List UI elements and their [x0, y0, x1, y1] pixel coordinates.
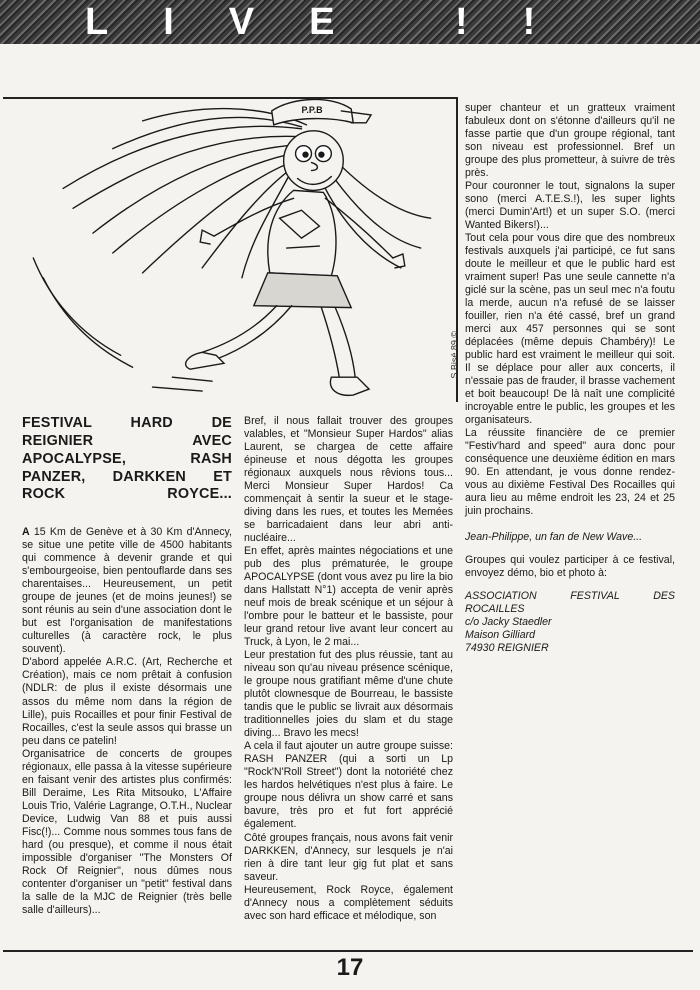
- article-column-1: [22, 415, 232, 917]
- address-line: Maison Gilliard: [465, 628, 536, 641]
- paragraph: Leur prestation fut des plus réussie, tant au niveau son qu'au niveau présence scénique, le groupe nous gratifiant même d'une chute plutôt clownesque de Bourreau, le bassiste tandis que le public se livrait aux désormais traditionnelles joies du slam et du stage diving... Bravo les mecs!: [244, 649, 453, 740]
- header-banner: [0, 0, 700, 44]
- address-line: ROCAILLES: [465, 602, 525, 615]
- drop-letter: A: [22, 526, 30, 539]
- section-title: LIVE !!: [85, 0, 591, 43]
- article-headline: FESTIVAL HARD DE REIGNIER AVEC APOCALYPSE, RASH PANZER, DARKKEN ET ROCK ROYCE...: [22, 415, 232, 503]
- artist-signature: S.Bisé 89 ©: [450, 331, 460, 379]
- cartoon-illustration: [3, 97, 458, 402]
- paragraph: [22, 526, 232, 656]
- cartoon-rocker-drawing: [3, 99, 456, 402]
- paragraph: Pour couronner le tout, signalons la super sono (merci A.T.E.S.!), les super lights (merci Dumin'Art!) et un super S.O. (merci Wanted Bikers!)...: [465, 180, 675, 232]
- paragraph-text: 15 Km de Genève et à 30 Km d'Annecy, se situe une petite ville de 4500 habitants qui commence à devenir grande et qui s'embourgeoise, bien pentouflarde dans ses charentaises... Heureusement, un petit groupe de jeunes (et de moins jeunes!) se sont réunis au sein d'une association dont le but est l'organisation de manifestations culturelles (à caractère rock, le plus souvent).: [22, 526, 232, 656]
- cap-lettering: P.P.B: [301, 104, 323, 115]
- page-number: 17: [336, 954, 364, 981]
- address-line: ASSOCIATION FESTIVAL DES: [465, 589, 675, 602]
- call-for-bands: Groupes qui voulez participer à ce festival, envoyez démo, bio et photo à:: [465, 553, 675, 579]
- paragraph: En effet, après maintes négociations et une pub des plus prématurée, le groupe APOCALYPSE (dont vous avez pu lire la bio dans Hallstatt N°1) accepta de venir après neuf mois de break scénique et un séjour à l'ombre pour le batteur et le bassiste, pour leur grand retour live avant leur concert au Truck, à Lyon, le 2 mai...: [244, 545, 453, 649]
- address-line: 74930 REIGNIER: [465, 641, 549, 654]
- paragraph: La réussite financière de ce premier "Festiv'hard and speed" aura donc pour conséquence une deuxième édition en mars 90. En attendant, je vous donne rendez-vous au dixième Festival Des Rocailles qui aura lieu au même endroit les 23, 24 et 25 juin prochains.: [465, 427, 675, 518]
- paragraph: D'abord appelée A.R.C. (Art, Recherche et Création), mais ce nom prêtait à confusion (NDLR: de plus il existe désormais une assos du même nom dans la région de Lille), puis Rocailles et pour finir Festival de Rocailles, c'est la seule assos qui brasse un peu dans ce patelin!: [22, 656, 232, 747]
- paragraph: Tout cela pour vous dire que des nombreux festivals auxquels j'ai participé, ce fut sans doute le meilleur et que le public hard est vraiment super! Pas une seule cannette n'a giclé sur la scène, pas un seul mec n'a foutu la merde, aucun n'a refusé de se laisser fouiller, rien n'a été cassé, bref un grand merci aux 457 personnes qui se sont déplacées (même depuis Chambéry)! Le public hard est vraiment le meilleur qui soit. Il se déplace pour aller aux concerts, il n'essaie pas de frauder, il brasse vachement et boit beaucoup! De là naît une complicité incroyable entre le public, les groupes et les organisateurs.: [465, 232, 675, 427]
- paragraph: Organisatrice de concerts de groupes régionaux, elle passa à la vitesse supérieure en faisant venir des artistes plus confirmés: Bill Deraime, Les Rita Mitsouko, L'Affaire Louis Trio, Valérie Lagrange, O.T.H., Nuclear Device, Ludwig Van 88 et puis aussi Fisc(!)... Comme nous sommes tous fans de hard (ou presque), et comme il nous était impossible d'organiser "The Monsters Of Rock Of Reignier", nous dûmes nous contenter d'organiser un "petit" festival dans la salle de la MJC de Reignier (très belle salle d'ailleurs)...: [22, 747, 233, 916]
- address-line: c/o Jacky Staedler: [465, 615, 552, 628]
- paragraph: A cela il faut ajouter un autre groupe suisse: RASH PANZER (qui a sorti un Lp "Rock'N'Roll Street") dont la notoriété chez les hardos helvétiques n'est plus à faire. Le groupe nous délivra un show carré et sans bavure, très pro et fut fort apprécié également.: [244, 740, 453, 831]
- article-column-2: [244, 415, 453, 923]
- footer-rule: [3, 950, 693, 952]
- paragraph: Heureusement, Rock Royce, également d'Annecy nous a complètement séduits avec son hard efficace et mélodique, son: [244, 883, 453, 922]
- paragraph: super chanteur et un gratteux vraiment fabuleux dont on s'étonne d'ailleurs qu'il ne fasse partie que d'un groupe régional, tant son niveau est professionnel. Bref un groupe des plus prometteur, à suivre de très près.: [465, 102, 675, 180]
- author-signature: Jean-Philippe, un fan de New Wave...: [465, 530, 643, 543]
- paragraph: Bref, il nous fallait trouver des groupes valables, et "Monsieur Super Hardos" alias Laurent, se chargea de cette affaire épineuse et nous dégotta les groupes régionaux auxquels nous rêvions tous... Merci Monsieur Super Hardos! Ca commençait à sentir la sueur et le stage-diving dans les rues, et toutes les Memées se barricadaient dans leur abri anti-nucléaire...: [244, 415, 453, 545]
- article-column-3: [465, 102, 675, 655]
- paragraph: Côté groupes français, nous avons fait venir DARKKEN, d'Annecy, sur lesquels je n'ai rien à dire tant leur gig fut plat et sans saveur.: [244, 831, 453, 883]
- postal-address: [465, 590, 675, 655]
